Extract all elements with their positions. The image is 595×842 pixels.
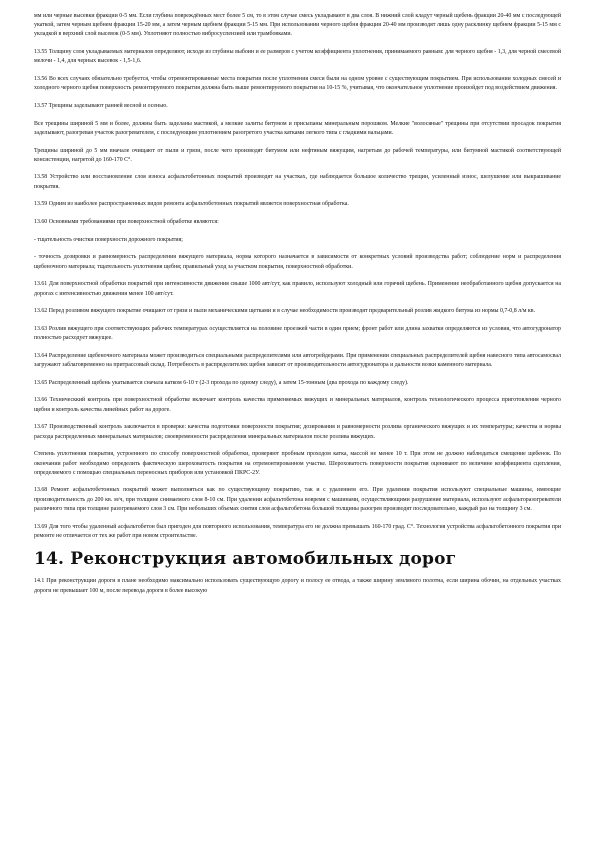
paragraph-cracks-5mm: Все трещины шириной 5 мм и более, должны быть заделаны мастикой, а мелкие залиты битумом и присыпаны минеральным порошком. Мелкие "волосяные" трещины при отсутствии просадок покрытия заделывают, разогревая участок разогревателем, с последующим уплотнением разогретого участка катками легкого типа с гладкими вальцами. [34,120,561,136]
paragraph-13-57: 13.57 Трещины заделывают ранней весной и осенью. [34,102,168,109]
paragraph-13-65: 13.65 Распределенный щебень укатывается сначала катком 6-10 т (2-3 прохода по одному следу), а затем 15-тонным (два прохода по каждому следу). [34,379,409,386]
paragraph-13-62: 13.62 Перед розливом вяжущего покрытие очищают от грязи и пыли механическими щетками и в случае необходимости производят предварительный розлив жидкого битума из нормы 0,7-0,8 л/м кв. [34,308,536,315]
paragraph-13-56: 13.56 Во всех случаях обязательно требуется, чтобы отремонтированные места покрытия после уплотнения смеси были на одном уровне с существующим покрытием. При использовании холодных смесей и холодного черного щебня поверхность ремонтируемого покрытия должна быть выше ремонтируемого покрытия на 10-15 %, учитывая, что окончательное уплотнение произойдет под воздействием движения. [34,76,561,92]
paragraph-14-1: 14.1 При реконструкции дороги в плане необходимо максимально использовать существующую дорогу и полосу ее отвода, а также ширину земляного полотна, если ширина обочин, на отдельных участках дороги не превышает 100 м, после перевода дороги в более высокую [34,578,561,594]
paragraph-requirement-cleaning: - тщательность очистки поверхности дорожного покрытия; [34,236,183,243]
paragraph-13-64: 13.64 Распределение щебеночного материала может производиться специальными распределителями или автогрейдерами. При применении специальных распределителей щебня навесного типа автосамосвал загружают заблаговременно на притрассовый склад. Потребность в распределителях щебня зависит от производительности автогудронатора и дальности возки каменного материала. [34,352,561,369]
paragraph-13-59: 13.59 Одним из наиболее распространенных видов ремонта асфальтобетонных покрытий является поверхностная обработка. [34,201,349,208]
paragraph-intro-continuation: мм или черные высевки фракции 0-5 мм. Если глубина повреждённых мест более 5 см, то в этом случае смесь укладывают в два слоя. В нижний слой кладут черный щебень фракции 20-40 мм с последующей укаткой, затем черным щебнем фракции 15-20 мм, а затем черным щебнем фракции 5-15 мм. При использовании черного щебня фракции 20-40 мм производят лишь одну расклинку щебнем фракции 5-15 мм с укладкой в верхний слой высевок (0-5 мм). Уплотняют полностью вибросуспензией или трамбовками. [34,13,561,38]
paragraph-13-63: 13.63 Розлив вяжущего при соответствующих рабочих температурах осуществляется на половине проезжей части в один прием; фронт работ или длина захватки определяются из условия, что автогудронатор полностью расходует вяжущее. [34,325,561,342]
paragraph-13-66: 13.66 Техническкий контроль при поверхностной обработке включает контроль качества применяемых вяжущих и минеральных материалов, контроль технологического процесса приготовления черного щебня и контроль качества линейных работ на дороге. [34,397,561,413]
paragraph-13-67: 13.67 Производственный контроль заключается в проверке: качества подготовки поверхности покрытия; дозирования и равномерности розлива органического вяжущих и их температуры; качества и нормы расхода распределенных минеральных материалов; своевременности распределения минеральных материалов после розлива вяжущих. [34,424,561,440]
paragraph-13-68: 13.68 Ремонт асфальтобетонных покрытий может выполняться как по существующему покрытию, так и с удалением его. При удалении покрытия используют специальные машины, имеющие производительность до 200 кв. м/ч, при толщине снимаемого слоя 8-10 см. При удалении асфальтобетона вовремя с машинами, осуществляющими разрушение материала, используют асфальторазогреватели различного типа при толщине разогреваемого слоя 3 см. При небольших объемах снятия слоя асфальтобетона большой толщины разогрев производят последовательно, каждый раз на толщину 3 см. [34,487,561,512]
paragraph-requirement-dosing: - точность дозировки и равномерность распределения вяжущего материала, норма которого назначается в зависимости от конкретных условий производства работ; соблюдение норм и распределения щебеночного материала; тщательность уплотнения щебня; правильный уход за участком покрытия, поверхностной обработки. [34,254,561,270]
paragraph-compaction: Степень уплотнения покрытия, устроенного по способу поверхностной обработки, проверяют пробным проходом катка, массой не менее 10 т. При этом не должно наблюдаться смещение щебенок. По окончании работ необходимо определить фактическую шероховатость покрытия на отремонтированном участке. Шероховатость поверхности покрытия оценивают по величине коэффициента сцепления, определяемого с помощью специальных переносных приборов или установкой ПКРС-2У. [34,451,561,476]
paragraph-13-61: 13.61 Для поверхностной обработки покрытий при интенсивности движения свыше 1000 авт/сут, как правило, используют холодный или горячий щебень. Применение необработанного щебня допускается на дорогах с интенсивностью движения менее 100 авт/сут. [34,281,561,297]
section-heading: 14. Реконструкция автомобильных дорог [34,549,457,570]
paragraph-13-55: 13.55 Толщину слоя укладываемых материалов определяют, исходя из глубины выбоин и ее размеров с учетом коэффициента уплотнения, принимаемого равным: для черного щебня - 1,3, для черной смесевой мелочи - 1,4, для черных высевок - 1,5-1,6. [34,49,561,65]
paragraph-cracks-under-5mm: Трещины шириной до 5 мм вначале очищают от пыли и грязи, после чего производят битумом или нефтяным вяжущим, нагретым до рабочей температуры, или битумной мастикой соответствующей консистенции, нагретой до 160-170 С°. [34,147,561,163]
paragraph-13-58: 13.58 Устройство или восстановление слоя износа асфальтобетонных покрытий производят на участках, где наблюдается большое количество трещин, усиленный износ, шелушение или выкрашивание покрытия. [34,174,561,190]
paragraph-13-60: 13.60 Основными требованиями при поверхностной обработке являются: [34,219,219,226]
paragraph-13-69: 13.69 Для того чтобы удаленный асфальтобетон был пригоден для повторного использования, температура его не должна превышать 160-170 град. С°. Технология устройства асфальтобетонного покрытия при ремонте не отличается от тех же работ при новом строительстве. [34,523,561,539]
